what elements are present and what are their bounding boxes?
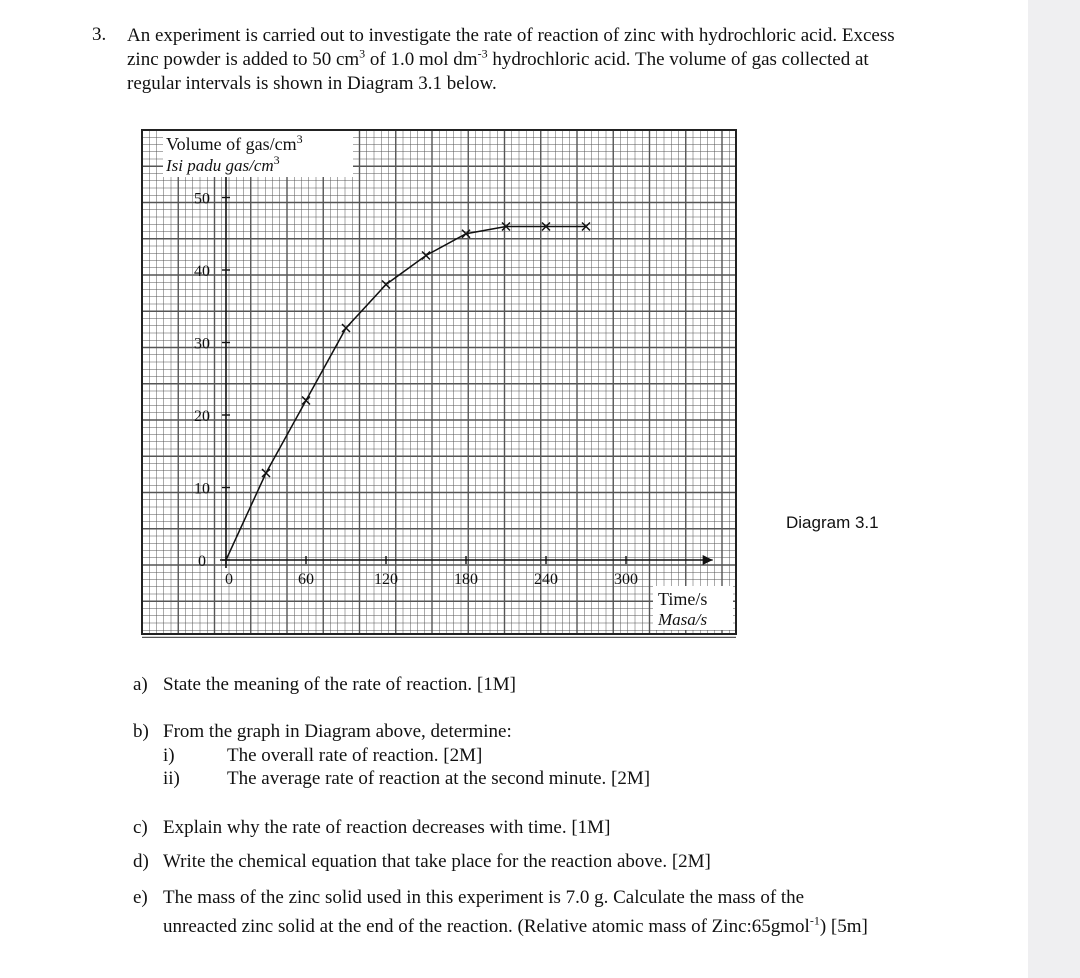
part-b-text: From the graph in Diagram above, determine:: [163, 721, 512, 742]
y-tick-label: 50: [194, 190, 210, 208]
x-tick-label: 180: [454, 571, 478, 588]
question-stem: [127, 24, 957, 96]
stem-line-3: regular intervals is shown in Diagram 3.1 below.: [127, 73, 497, 94]
part-d-label: d): [133, 851, 149, 872]
part-e-text-line-2: unreacted zinc solid at the end of the reaction. (Relative atomic mass of Zinc:65gmol$^{-1}$) [5m]: [163, 913, 868, 937]
data-point-marker: [342, 324, 350, 332]
part-b-ii-text: The average rate of reaction at the second minute. [2M]: [227, 768, 651, 789]
data-point-marker: [422, 252, 430, 260]
question-number: 3.: [92, 24, 107, 45]
part-b-label: b): [133, 721, 149, 742]
y-tick-label: 0: [198, 553, 206, 570]
xlabel-ms: Masa/s: [658, 610, 708, 629]
x-tick-label: 120: [374, 571, 398, 588]
stem-line-1: An experiment is carried out to investigate the rate of reaction of zinc with hydrochloric acid. Excess: [127, 25, 895, 46]
y-tick-label: 10: [194, 480, 210, 498]
graph-minor-grid: [142, 130, 737, 634]
diagram-caption: Diagram 3.1: [786, 513, 879, 532]
x-tick-label: 0: [225, 571, 233, 588]
xlabel-en: Time/s: [658, 589, 708, 609]
part-e-text-line-1: The mass of the zinc solid used in this experiment is 7.0 g. Calculate the mass of the: [163, 887, 805, 908]
part-c-text: Explain why the rate of reaction decreases with time. [1M]: [163, 817, 611, 838]
y-tick-label: 40: [194, 263, 210, 280]
data-point-marker: [382, 281, 390, 289]
part-b-ii-label: ii): [163, 768, 180, 789]
y-tick-label: 30: [194, 335, 210, 353]
part-a-label: a): [133, 674, 148, 695]
part-b-i-text: The overall rate of reaction. [2M]: [227, 745, 483, 766]
part-d-text: Write the chemical equation that take place for the reaction above. [2M]: [163, 851, 711, 872]
ylabel-en: Volume of gas/$cm^3$: [166, 132, 303, 154]
x-tick-label: 240: [534, 571, 558, 588]
part-c-label: c): [133, 817, 148, 838]
part-b-i-label: i): [163, 745, 175, 766]
volume-time-graph: [140, 128, 740, 638]
right-margin-band: [1028, 0, 1080, 978]
part-e-label: e): [133, 887, 148, 908]
ylabel-ms: Isi padu gas/$cm^3$: [166, 153, 280, 175]
stem-line-2: zinc powder is added to 50 $cm^3$ of 1.0 mol $dm^{-3}$ hydrochloric acid. The volume of gas collected at: [127, 46, 869, 70]
x-tick-label: 60: [298, 571, 314, 588]
part-a-text: State the meaning of the rate of reaction. [1M]: [163, 674, 516, 695]
y-tick-label: 20: [194, 408, 210, 425]
x-tick-label: 300: [614, 571, 638, 588]
data-point-marker: [262, 469, 270, 477]
